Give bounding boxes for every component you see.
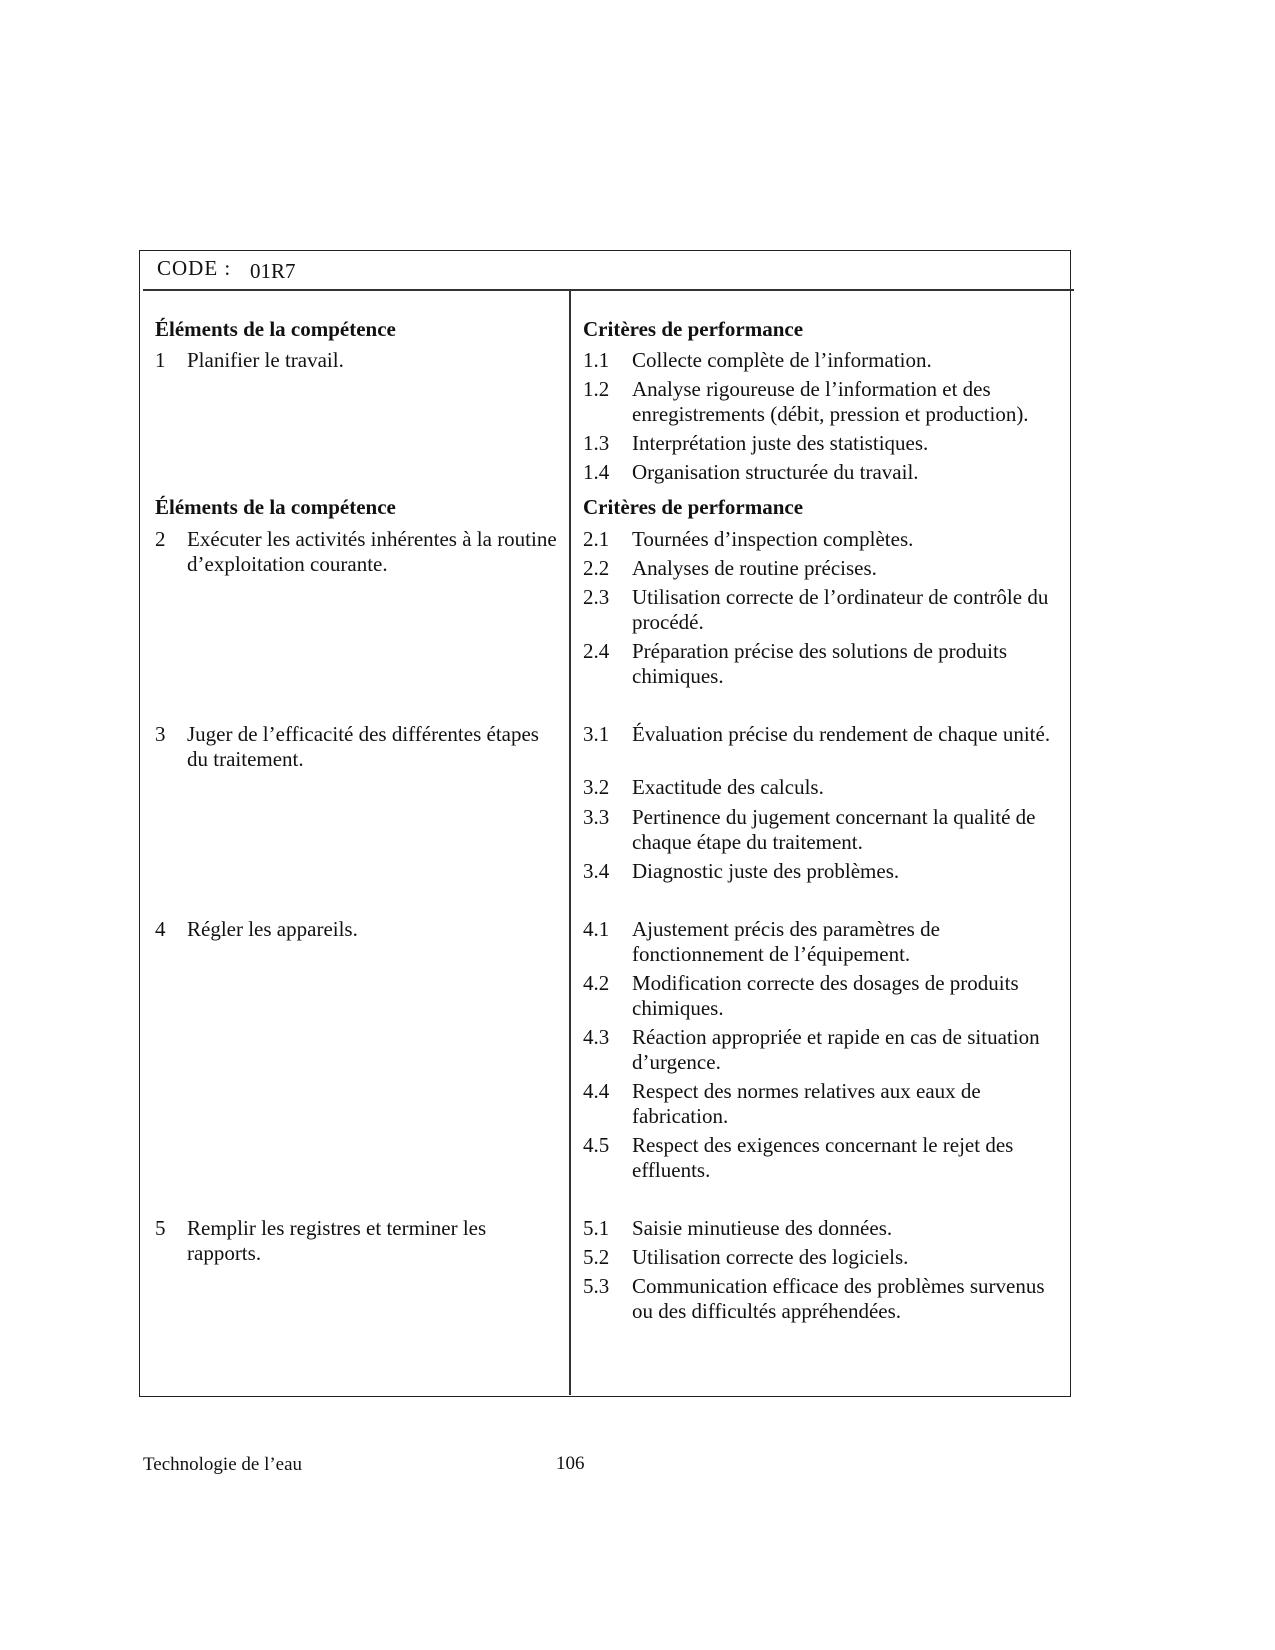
page-number: 106 — [556, 1453, 585, 1474]
element-number: 2 — [155, 527, 166, 551]
element-number: 4 — [155, 917, 166, 941]
heading-criteria: Critères de performance — [583, 495, 804, 519]
criterion-text: Collecte complète de l’information. — [632, 348, 932, 372]
criterion-number: 2.1 — [583, 527, 610, 551]
element-number: 1 — [155, 348, 166, 372]
criterion-text: Analyses de routine précises. — [632, 556, 877, 580]
criterion-number: 5.3 — [583, 1274, 610, 1298]
criterion-text: Exactitude des calculs. — [632, 775, 824, 799]
criterion-number: 4.4 — [583, 1079, 610, 1103]
criterion-number: 3.4 — [583, 859, 610, 883]
criterion-text: Diagnostic juste des problèmes. — [632, 859, 900, 883]
criterion-number: 3.3 — [583, 805, 610, 829]
criterion-text: Analyse rigoureuse de l’information et des enregistrements (débit, pression et production). — [632, 377, 1029, 426]
element-text: Remplir les registres et terminer les rapports. — [187, 1216, 487, 1265]
footer-title: Technologie de l’eau — [143, 1454, 303, 1475]
criterion-text: Respect des exigences concernant le rejet des effluents. — [632, 1133, 1014, 1182]
criterion-number: 1.1 — [583, 348, 610, 372]
criterion-number: 4.3 — [583, 1025, 610, 1049]
criterion-number: 3.1 — [583, 722, 610, 746]
criterion-text: Utilisation correcte de l’ordinateur de contrôle du procédé. — [632, 585, 1049, 634]
criterion-text: Saisie minutieuse des données. — [632, 1216, 893, 1240]
column-divider — [569, 290, 571, 1395]
criterion-text: Évaluation précise du rendement de chaque unité. — [632, 722, 1051, 746]
criterion-number: 5.1 — [583, 1216, 610, 1240]
code-value: 01R7 — [250, 259, 296, 283]
criterion-number: 2.4 — [583, 639, 610, 663]
criterion-number: 5.2 — [583, 1245, 610, 1269]
criterion-number: 4.5 — [583, 1133, 610, 1157]
element-text: Juger de l’efficacité des différentes étapes du traitement. — [187, 722, 539, 771]
criterion-text: Interprétation juste des statistiques. — [632, 431, 929, 455]
criterion-number: 4.2 — [583, 971, 610, 995]
heading-criteria: Critères de performance — [583, 317, 804, 341]
criterion-number: 2.3 — [583, 585, 610, 609]
heading-elements: Éléments de la compétence — [155, 317, 396, 341]
criterion-number: 1.4 — [583, 460, 610, 484]
heading-elements: Éléments de la compétence — [155, 495, 396, 519]
criterion-text: Tournées d’inspection complètes. — [632, 527, 914, 551]
criterion-number: 1.2 — [583, 377, 610, 401]
criterion-text: Ajustement précis des paramètres de fonctionnement de l’équipement. — [632, 917, 940, 966]
criterion-text: Modification correcte des dosages de produits chimiques. — [632, 971, 1019, 1020]
criterion-text: Respect des normes relatives aux eaux de fabrication. — [632, 1079, 981, 1128]
criterion-text: Pertinence du jugement concernant la qualité de chaque étape du traitement. — [632, 805, 1036, 854]
criterion-number: 3.2 — [583, 775, 610, 799]
element-text: Régler les appareils. — [187, 917, 358, 941]
element-number: 3 — [155, 722, 166, 746]
criterion-text: Utilisation correcte des logiciels. — [632, 1245, 909, 1269]
criterion-text: Organisation structurée du travail. — [632, 460, 919, 484]
element-number: 5 — [155, 1216, 166, 1240]
criterion-text: Préparation précise des solutions de produits chimiques. — [632, 639, 1008, 688]
criterion-number: 4.1 — [583, 917, 610, 941]
criterion-number: 2.2 — [583, 556, 610, 580]
criterion-number: 1.3 — [583, 431, 610, 455]
element-text: Planifier le travail. — [187, 348, 344, 372]
criterion-text: Communication efficace des problèmes survenus ou des difficultés appréhendées. — [632, 1274, 1045, 1323]
element-text: Exécuter les activités inhérentes à la routine d’exploitation courante. — [187, 527, 557, 576]
header-divider — [143, 289, 1074, 291]
code-label: CODE : — [157, 256, 232, 280]
criterion-text: Réaction appropriée et rapide en cas de situation d’urgence. — [632, 1025, 1040, 1074]
